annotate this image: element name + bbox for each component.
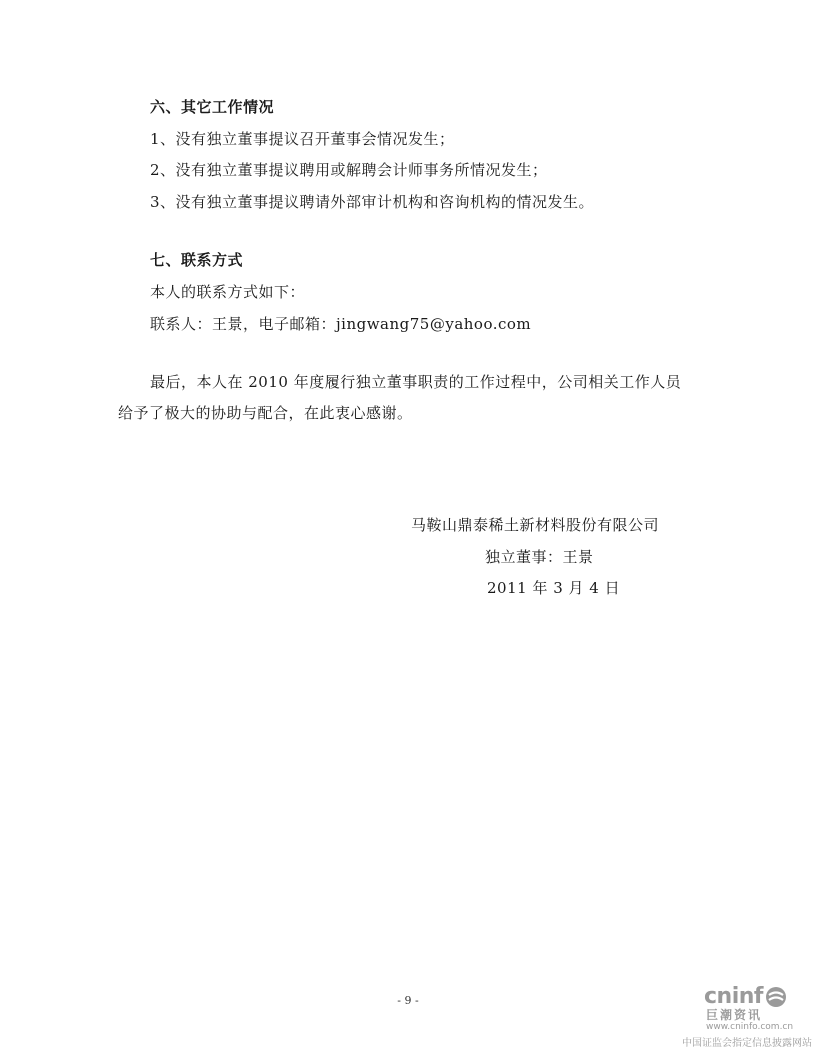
- signature-date: 2011 年 3 月 4 日: [487, 579, 621, 597]
- cninfo-chinese-name: 巨潮资讯: [706, 1008, 763, 1022]
- cninfo-brand-text: cninf: [704, 984, 763, 1009]
- section6-item-2: 2、没有独立董事提议聘用或解聘会计师事务所情况发生；: [150, 161, 548, 179]
- cninfo-url: www.cninfo.com.cn: [706, 1022, 794, 1032]
- cninfo-watermark: [676, 984, 816, 1056]
- section7-heading: 七、联系方式: [150, 251, 244, 269]
- section7-contact: 联系人：王景，电子邮箱：jingwang75@yahoo.com: [150, 315, 532, 333]
- signature-role: 独立董事：王景: [485, 548, 594, 566]
- cninfo-slogan: 中国证监会指定信息披露网站: [682, 1038, 812, 1049]
- section7-intro: 本人的联系方式如下：: [150, 283, 306, 301]
- section6-heading: 六、其它工作情况: [150, 98, 275, 116]
- section6-item-1: 1、没有独立董事提议召开董事会情况发生；: [150, 130, 455, 148]
- page-number: - 9 -: [397, 994, 419, 1007]
- closing-line-1: 最后，本人在 2010 年度履行独立董事职责的工作过程中，公司相关工作人员: [150, 373, 682, 391]
- closing-line-2: 给予了极大的协助与配合，在此衷心感谢。: [118, 404, 413, 422]
- cninfo-swirl-icon: [765, 986, 787, 1008]
- section6-item-3: 3、没有独立董事提议聘请外部审计机构和咨询机构的情况发生。: [150, 193, 595, 211]
- signature-company: 马鞍山鼎泰稀土新材料股份有限公司: [411, 516, 660, 534]
